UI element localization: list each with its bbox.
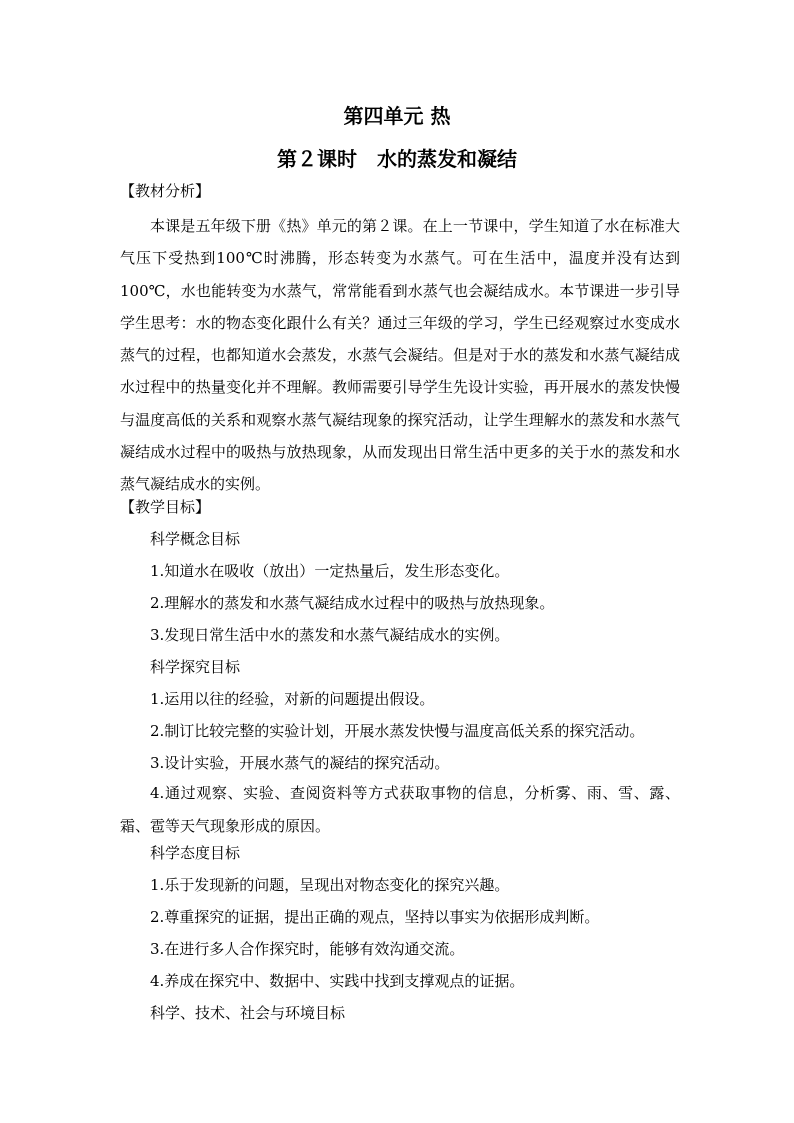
analysis-paragraph: 本课是五年级下册《热》单元的第２课。在上一节课中，学生知道了水在标准大气压下受热到100℃时沸腾，形态转变为水蒸气。可在生活中，温度并没有达到 100℃，水也能转变为水蒸气，常常能看到水蒸气也会凝结成水。本节课进一步引导学生思考：水的物态变化跟什么有关？通过三年级的学习，学生已经观察过水变成水蒸气的过程，也都知道水会蒸发，水蒸气会凝结。但是对于水的蒸发和水蒸气凝结成水过程中的热量变化并不理解。教师需要引导学生先设计实验，再开展水的蒸发快慢与温度高低的关系和观察水蒸气凝结现象的探究活动，让学生理解水的蒸发和水蒸气凝结成水过程中的吸热与放热现象，从而发现出日常生活中更多的关于水的蒸发和水蒸气凝结成水的实例。 [120,217,680,494]
inquiry-goal-item: 2.制订比较完整的实验计划，开展水蒸发快慢与温度高低关系的探究活动。 [150,722,645,740]
inquiry-goal-item: 4.通过观察、实验、查阅资料等方式获取事物的信息，分析雾、雨、雪、露、霜、雹等天气现象形成的原因。 [120,784,680,835]
attitude-goal-item: 3.在进行多人合作探究时，能够有效沟通交流。 [150,940,465,958]
attitude-goal-item: 1.乐于发现新的问题，呈现出对物态变化的探究兴趣。 [150,876,510,894]
section-heading-goals: 【教学目标】 [120,498,211,516]
attitude-goal-heading: 科学态度目标 [150,844,241,862]
concept-goal-item: 3.发现日常生活中水的蒸发和水蒸气凝结成水的实例。 [150,626,510,644]
unit-title: 第四单元 热 [343,104,451,128]
inquiry-goal-item: 1.运用以往的经验，对新的问题提出假设。 [150,690,435,708]
inquiry-goal-heading: 科学探究目标 [150,658,241,676]
sts-goal-heading: 科学、技术、社会与环境目标 [150,1004,346,1022]
inquiry-goal-item: 3.设计实验，开展水蒸气的凝结的探究活动。 [150,754,450,772]
attitude-goal-item: 2.尊重探究的证据，提出正确的观点，坚持以事实为依据形成判断。 [150,908,600,926]
section-heading-analysis: 【教材分析】 [120,182,211,200]
attitude-goal-item: 4.养成在探究中、数据中、实践中找到支撑观点的证据。 [150,972,525,990]
lesson-title: 第２课时 水的蒸发和凝结 [277,147,517,171]
concept-goal-item: 2.理解水的蒸发和水蒸气凝结成水过程中的吸热与放热现象。 [150,594,555,612]
concept-goal-item: 1.知道水在吸收（放出）一定热量后，发生形态变化。 [150,562,510,580]
concept-goal-heading: 科学概念目标 [150,530,241,548]
